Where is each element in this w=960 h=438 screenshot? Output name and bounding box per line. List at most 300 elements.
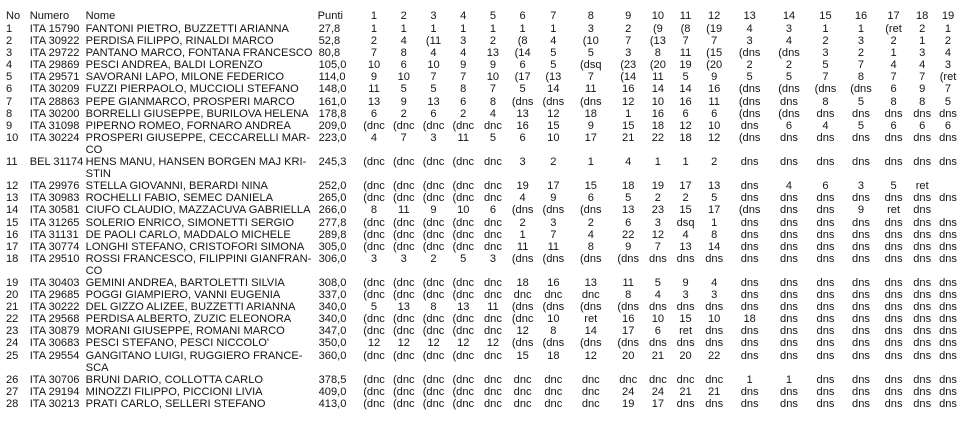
cell-no: 14 [6, 204, 19, 217]
cell-race-3: 7 [430, 71, 437, 84]
cell-numero: ITA 30209 [29, 83, 80, 96]
cell-race-16: dns [852, 313, 870, 326]
cell-race-13: dns [740, 228, 759, 241]
cell-race-15: dns [816, 204, 835, 217]
cell-race-17: dns [884, 240, 903, 253]
cell-race-18: dns [913, 397, 932, 410]
cell-no: 21 [6, 301, 19, 314]
table-row [3, 253, 960, 277]
cell-race-17: 5 [890, 180, 897, 193]
cell-race-7: 18 [547, 349, 560, 362]
cell-race-8: (dns [579, 95, 602, 108]
cell-race-15: dns [816, 156, 835, 169]
cell-race-2: 8 [400, 47, 407, 60]
header-race-16: 16 [854, 10, 868, 22]
cell-race-3: 8 [430, 301, 437, 314]
cell-nome: MINOZZI FILIPPO, PICCIONI LIVIA [85, 385, 263, 398]
cell-race-4: 10 [457, 204, 470, 217]
cell-race-5: 12 [486, 337, 500, 350]
cell-race-2: (dnc [392, 349, 415, 362]
cell-race-9: (14 [620, 71, 637, 84]
cell-race-15: dns [816, 313, 835, 326]
cell-race-17: dns [884, 252, 903, 265]
cell-race-3: 9 [430, 204, 437, 217]
cell-race-7: 5 [550, 59, 557, 72]
cell-race-5: 11 [487, 301, 499, 314]
cell-race-14: 2 [785, 59, 793, 72]
cell-race-2: (dnc [392, 276, 415, 289]
cell-race-11: 12 [679, 119, 692, 132]
cell-race-6: dnc [513, 289, 532, 302]
header-race-5: 5 [489, 10, 497, 22]
cell-race-1: (dnc [363, 373, 385, 386]
cell-race-6: 1 [519, 228, 526, 241]
cell-race-3: 3 [430, 131, 437, 144]
cell-race-10: 16 [651, 107, 665, 120]
cell-race-6: (dns [511, 337, 534, 350]
header-race-19: 19 [941, 10, 955, 22]
cell-race-14: dns [780, 131, 798, 144]
cell-numero: ITA 29554 [29, 349, 80, 362]
cell-race-16: dns [852, 337, 870, 350]
table-row [3, 398, 960, 410]
cell-race-16: dns [852, 325, 870, 338]
cell-race-10: 19 [651, 180, 665, 193]
header-race-4: 4 [460, 10, 467, 22]
cell-nome: STELLA GIOVANNI, BERARDI NINA [85, 180, 268, 193]
cell-race-2: (dnc [392, 240, 415, 253]
cell-race-5: dnc [484, 192, 502, 205]
cell-race-8: 11 [585, 83, 597, 96]
cell-race-14: dns [780, 397, 798, 410]
cell-race-10: 3 [654, 216, 661, 229]
header-race-6: 6 [519, 10, 526, 22]
cell-race-2: (dnc [392, 397, 415, 410]
cell-punti: 337,0 [318, 289, 347, 302]
cell-race-10: 10 [651, 95, 665, 108]
cell-race-7: dnc [544, 397, 563, 410]
cell-numero: ITA 30879 [29, 325, 80, 338]
cell-race-14: dns [780, 301, 798, 314]
cell-punti: 223,0 [318, 131, 347, 144]
cell-nome: DEL GIZZO ALIZEE, BUZZETTI ARIANNA [85, 301, 296, 314]
cell-race-9: 6 [625, 216, 632, 229]
cell-punti: 340,0 [318, 313, 347, 326]
cell-race-8: 6 [587, 192, 594, 205]
cell-race-18: dns [913, 313, 932, 326]
cell-race-15: dns [816, 192, 835, 205]
cell-race-16: 3 [857, 35, 865, 48]
cell-race-1: (dnc [363, 216, 385, 229]
cell-race-3: (dnc [422, 180, 445, 193]
cell-race-4: (dnc [452, 216, 475, 229]
cell-race-16: 8 [857, 71, 865, 84]
cell-race-14: 4 [785, 180, 793, 193]
cell-race-7: 5 [550, 47, 557, 60]
cell-race-2: 5 [400, 83, 407, 96]
header-race-15: 15 [819, 10, 832, 22]
cell-race-15: dns [816, 107, 835, 120]
cell-race-18: dns [913, 216, 932, 229]
cell-race-16: dns [852, 240, 870, 253]
cell-nome: ROSSI FRANCESCO, FILIPPINI GIANFRAN-CO [85, 252, 312, 277]
table-row [3, 374, 960, 386]
cell-race-6: dnc [513, 397, 532, 410]
cell-race-14: (dns [778, 83, 800, 96]
cell-race-19: dns [939, 228, 957, 241]
cell-race-12: (19 [706, 23, 723, 35]
cell-race-13: (dns [738, 131, 761, 144]
cell-race-13: (dns [738, 107, 761, 120]
cell-race-6: 1 [519, 23, 526, 35]
cell-race-6: 12 [516, 325, 529, 338]
table-row [3, 301, 960, 313]
cell-race-9: 8 [625, 289, 632, 302]
cell-punti: 265,0 [318, 192, 347, 205]
cell-race-16: dns [852, 192, 870, 205]
cell-race-16: (dns [850, 83, 872, 96]
cell-race-5: dnc [484, 397, 502, 410]
cell-race-17: 4 [890, 59, 897, 72]
cell-race-9: 1 [625, 107, 632, 120]
cell-race-2: 11 [398, 204, 410, 217]
cell-no: 11 [6, 156, 18, 169]
header-nome: Nome [85, 10, 116, 22]
cell-race-15: 7 [822, 71, 829, 84]
cell-race-4: (dnc [452, 240, 475, 253]
cell-race-4: (dnc [452, 119, 475, 132]
cell-race-5: 3 [489, 252, 497, 265]
cell-race-5: 7 [489, 83, 497, 96]
cell-race-12: 11 [708, 95, 720, 108]
cell-race-7: 9 [550, 192, 557, 205]
cell-punti: 306,0 [318, 252, 347, 265]
cell-nome: LONGHI STEFANO, CRISTOFORI SIMONA [85, 240, 305, 253]
cell-numero: ITA 30774 [29, 240, 80, 253]
cell-race-5: dnc [484, 325, 502, 338]
cell-race-18: 3 [919, 47, 926, 60]
cell-race-4: 11 [457, 131, 470, 144]
cell-race-12: dns [705, 301, 724, 314]
table-row [3, 108, 960, 120]
cell-race-8: 3 [587, 23, 594, 35]
cell-no: 27 [6, 385, 19, 398]
cell-race-13: 3 [746, 35, 753, 48]
cell-race-10: 12 [651, 228, 665, 241]
cell-race-14: dns [780, 204, 798, 217]
cell-race-1: 8 [370, 204, 378, 217]
cell-race-14: dns [780, 240, 798, 253]
cell-race-4: 9 [460, 59, 467, 72]
cell-race-15: dns [816, 228, 835, 241]
cell-race-3: 6 [430, 107, 437, 120]
cell-race-14: dns [780, 192, 798, 205]
cell-race-6: dnc [513, 385, 532, 398]
cell-race-6: (dns [511, 95, 534, 108]
cell-race-17: dns [884, 313, 903, 326]
cell-race-17: dns [884, 276, 903, 289]
cell-race-17: 7 [890, 71, 897, 84]
cell-no: 26 [6, 373, 19, 386]
cell-race-12: 10 [708, 313, 721, 326]
cell-race-8: 8 [587, 240, 594, 253]
cell-race-11: ret [679, 325, 693, 338]
cell-race-1: (dnc [363, 228, 385, 241]
cell-race-10: (13 [649, 35, 666, 48]
cell-race-11: 7 [682, 35, 689, 48]
cell-race-14: dns [780, 95, 798, 108]
cell-race-10: 6 [654, 325, 661, 338]
cell-race-6: (8 [517, 35, 528, 48]
cell-race-11: 16 [679, 95, 692, 108]
header-no: No [6, 10, 21, 22]
cell-race-17: dns [884, 228, 903, 241]
cell-race-11: dnc [676, 373, 695, 386]
cell-race-16: 5 [857, 119, 865, 132]
cell-nome: GEMINI ANDREA, BARTOLETTI SILVIA [85, 276, 285, 289]
cell-punti: 114,0 [318, 71, 346, 84]
cell-race-9: 19 [622, 397, 635, 410]
cell-race-4: (dnc [452, 385, 475, 398]
cell-race-7: 10 [547, 313, 560, 326]
cell-punti: 360,0 [318, 349, 347, 362]
cell-race-12: 5 [711, 192, 718, 205]
cell-no: 16 [6, 228, 19, 241]
cell-no: 5 [6, 71, 13, 84]
cell-nome: PRATI CARLO, SELLERI STEFANO [85, 397, 266, 410]
header-race-12: 12 [708, 10, 721, 22]
table-row [3, 337, 960, 349]
cell-no: 7 [6, 95, 13, 108]
cell-race-5: dnc [484, 240, 502, 253]
cell-race-7: 17 [547, 180, 560, 193]
cell-race-1: 7 [370, 47, 378, 60]
cell-no: 12 [6, 180, 19, 193]
cell-race-18: ret [915, 180, 929, 193]
cell-race-19: dns [939, 252, 957, 265]
cell-punti: 305,0 [318, 240, 347, 253]
cell-race-2: 9 [400, 95, 407, 108]
cell-race-3: (dnc [422, 228, 445, 241]
cell-race-9: 4 [625, 156, 632, 169]
cell-race-15: dns [816, 289, 835, 302]
cell-race-7: (dns [542, 301, 565, 314]
cell-race-2: (dnc [392, 373, 415, 386]
cell-race-14: (dns [778, 47, 800, 60]
cell-numero: ITA 30922 [29, 35, 80, 48]
cell-race-5: dnc [484, 119, 502, 132]
cell-race-4: 8 [460, 83, 467, 96]
cell-race-5: dnc [484, 216, 502, 229]
cell-race-11: 5 [682, 71, 689, 84]
cell-numero: ITA 29722 [29, 47, 80, 60]
cell-race-9: 5 [625, 192, 632, 205]
cell-race-2: (dnc [392, 119, 415, 132]
cell-punti: 161,0 [318, 95, 347, 108]
cell-race-9: 16 [622, 83, 635, 96]
cell-race-12: (15 [706, 47, 723, 60]
cell-race-13: dns [740, 276, 759, 289]
cell-race-2: 7 [400, 131, 407, 144]
cell-race-11: 6 [682, 107, 689, 120]
cell-race-3: (11 [425, 35, 442, 48]
table-row [3, 217, 960, 229]
cell-race-13: (dns [738, 47, 761, 60]
cell-race-17: 8 [890, 95, 897, 108]
cell-race-13: dns [740, 240, 759, 253]
cell-race-7: (dns [542, 95, 565, 108]
cell-no: 8 [6, 107, 13, 120]
cell-race-4: 13 [457, 301, 470, 314]
cell-race-3: 10 [427, 59, 440, 72]
cell-numero: ITA 30222 [29, 301, 80, 314]
cell-race-15: dns [816, 349, 835, 362]
cell-race-4: (dnc [452, 156, 475, 169]
cell-race-1: 3 [370, 252, 378, 265]
cell-race-7: 16 [547, 276, 560, 289]
cell-race-1: 11 [368, 83, 380, 96]
cell-race-16: dns [852, 216, 870, 229]
cell-race-3: 13 [427, 95, 440, 108]
cell-race-17: dns [884, 397, 903, 410]
cell-race-1: (dnc [363, 180, 385, 193]
cell-race-1: (dnc [363, 325, 385, 338]
cell-race-3: (dnc [422, 349, 445, 362]
cell-punti: 308,0 [318, 276, 347, 289]
cell-race-11: 20 [679, 349, 692, 362]
header-race-18: 18 [916, 10, 929, 22]
cell-race-14: dns [780, 216, 798, 229]
cell-nome: PESCI STEFANO, PESCI NICCOLO' [85, 337, 270, 350]
cell-race-11: dns [676, 337, 695, 350]
cell-punti: 409,0 [318, 385, 347, 398]
cell-punti: 266,0 [318, 204, 347, 217]
cell-race-11: 4 [682, 228, 689, 241]
cell-race-13: dns [740, 325, 759, 338]
cell-race-8: (dns [579, 204, 602, 217]
cell-no: 25 [6, 349, 19, 362]
cell-race-7: (dns [542, 204, 565, 217]
cell-race-13: 18 [743, 313, 756, 326]
cell-race-6: dnc [513, 373, 532, 386]
cell-race-5: dnc [484, 289, 502, 302]
cell-race-14: dns [780, 337, 798, 350]
table-row [3, 313, 960, 325]
cell-race-11: 13 [679, 240, 692, 253]
cell-race-9: 12 [622, 95, 635, 108]
cell-race-10: dns [648, 301, 667, 314]
cell-race-10: dnc [648, 373, 667, 386]
table-header-row [3, 10, 960, 23]
cell-race-6: (14 [514, 47, 531, 60]
cell-race-8: (dns [579, 252, 602, 265]
cell-race-13: dns [740, 397, 759, 410]
cell-nome: PEPE GIANMARCO, PROSPERI MARCO [85, 95, 295, 108]
cell-race-5: dnc [484, 313, 502, 326]
cell-race-14: dns [780, 252, 798, 265]
cell-race-10: (20 [649, 59, 666, 72]
cell-race-17: dns [884, 325, 903, 338]
cell-race-3: (dnc [422, 156, 445, 169]
cell-race-1: (dnc [363, 119, 385, 132]
cell-race-2: (dnc [392, 228, 415, 241]
cell-nome: GANGITANO LUIGI, RUGGIERO FRANCE-SCA [85, 349, 303, 374]
cell-race-18: 8 [919, 95, 926, 108]
cell-race-12: 8 [711, 228, 718, 241]
cell-numero: ITA 29568 [29, 313, 80, 326]
cell-race-13: dns [740, 216, 759, 229]
cell-race-6: 2 [519, 216, 526, 229]
cell-nome: PANTANO MARCO, FONTANA FRANCESCO [85, 47, 313, 60]
cell-race-18: dns [913, 337, 932, 350]
cell-nome: ROCHELLI FABIO, SEMEC DANIELA [85, 192, 274, 205]
cell-nome: BORRELLI GIUSEPPE, BURILOVA HELENA [85, 107, 309, 120]
cell-race-16: dns [852, 156, 870, 169]
cell-race-18: dns [913, 156, 932, 169]
cell-race-18: dns [913, 289, 932, 302]
cell-race-7: 10 [547, 131, 560, 144]
cell-race-10: 7 [654, 240, 661, 253]
cell-race-17: dns [884, 192, 903, 205]
cell-race-2: 12 [397, 337, 410, 350]
header-race-11: 11 [679, 10, 692, 22]
cell-race-1: 9 [370, 71, 378, 84]
header-race-14: 14 [782, 10, 796, 22]
cell-race-8: dnc [581, 397, 600, 410]
cell-race-18: 7 [919, 71, 926, 84]
cell-race-5: dnc [484, 373, 502, 386]
cell-race-19: dns [939, 301, 957, 314]
cell-race-8: 7 [587, 71, 594, 84]
cell-race-5: dnc [484, 228, 502, 241]
cell-race-13: (dns [738, 204, 761, 217]
cell-race-15: dns [816, 240, 835, 253]
cell-race-18: 2 [919, 23, 926, 35]
cell-race-18: dns [913, 204, 932, 217]
cell-race-11: 9 [682, 276, 689, 289]
cell-numero: ITA 29571 [29, 71, 80, 84]
cell-race-8: (dsq [579, 59, 602, 72]
header-race-1: 1 [370, 10, 378, 22]
cell-no: 20 [6, 289, 19, 302]
cell-numero: ITA 29685 [29, 289, 80, 302]
cell-race-4: (dnc [452, 313, 475, 326]
cell-race-17: dns [884, 289, 903, 302]
cell-race-9: 11 [622, 276, 634, 289]
cell-race-9: (dns [617, 252, 639, 265]
cell-race-7: 15 [547, 119, 560, 132]
cell-no: 6 [6, 83, 13, 96]
cell-punti: 245,3 [318, 156, 347, 169]
cell-race-10: (9 [652, 23, 663, 35]
cell-race-15: 4 [822, 119, 829, 132]
cell-race-16: dns [852, 373, 870, 386]
cell-no: 4 [6, 59, 13, 72]
cell-race-18: 4 [919, 59, 926, 72]
cell-race-17: dns [884, 301, 903, 314]
cell-numero: BEL 31174 [29, 156, 84, 169]
cell-punti: 27,8 [318, 23, 341, 35]
cell-race-9: 16 [622, 313, 635, 326]
cell-no: 2 [6, 35, 13, 48]
cell-punti: 178,8 [318, 107, 347, 120]
header-race-3: 3 [430, 10, 437, 22]
cell-race-5: dnc [484, 276, 502, 289]
cell-race-8: 14 [584, 325, 597, 338]
cell-race-11: 17 [679, 180, 692, 193]
cell-race-4: (dnc [452, 349, 475, 362]
cell-race-9: 2 [625, 23, 632, 35]
